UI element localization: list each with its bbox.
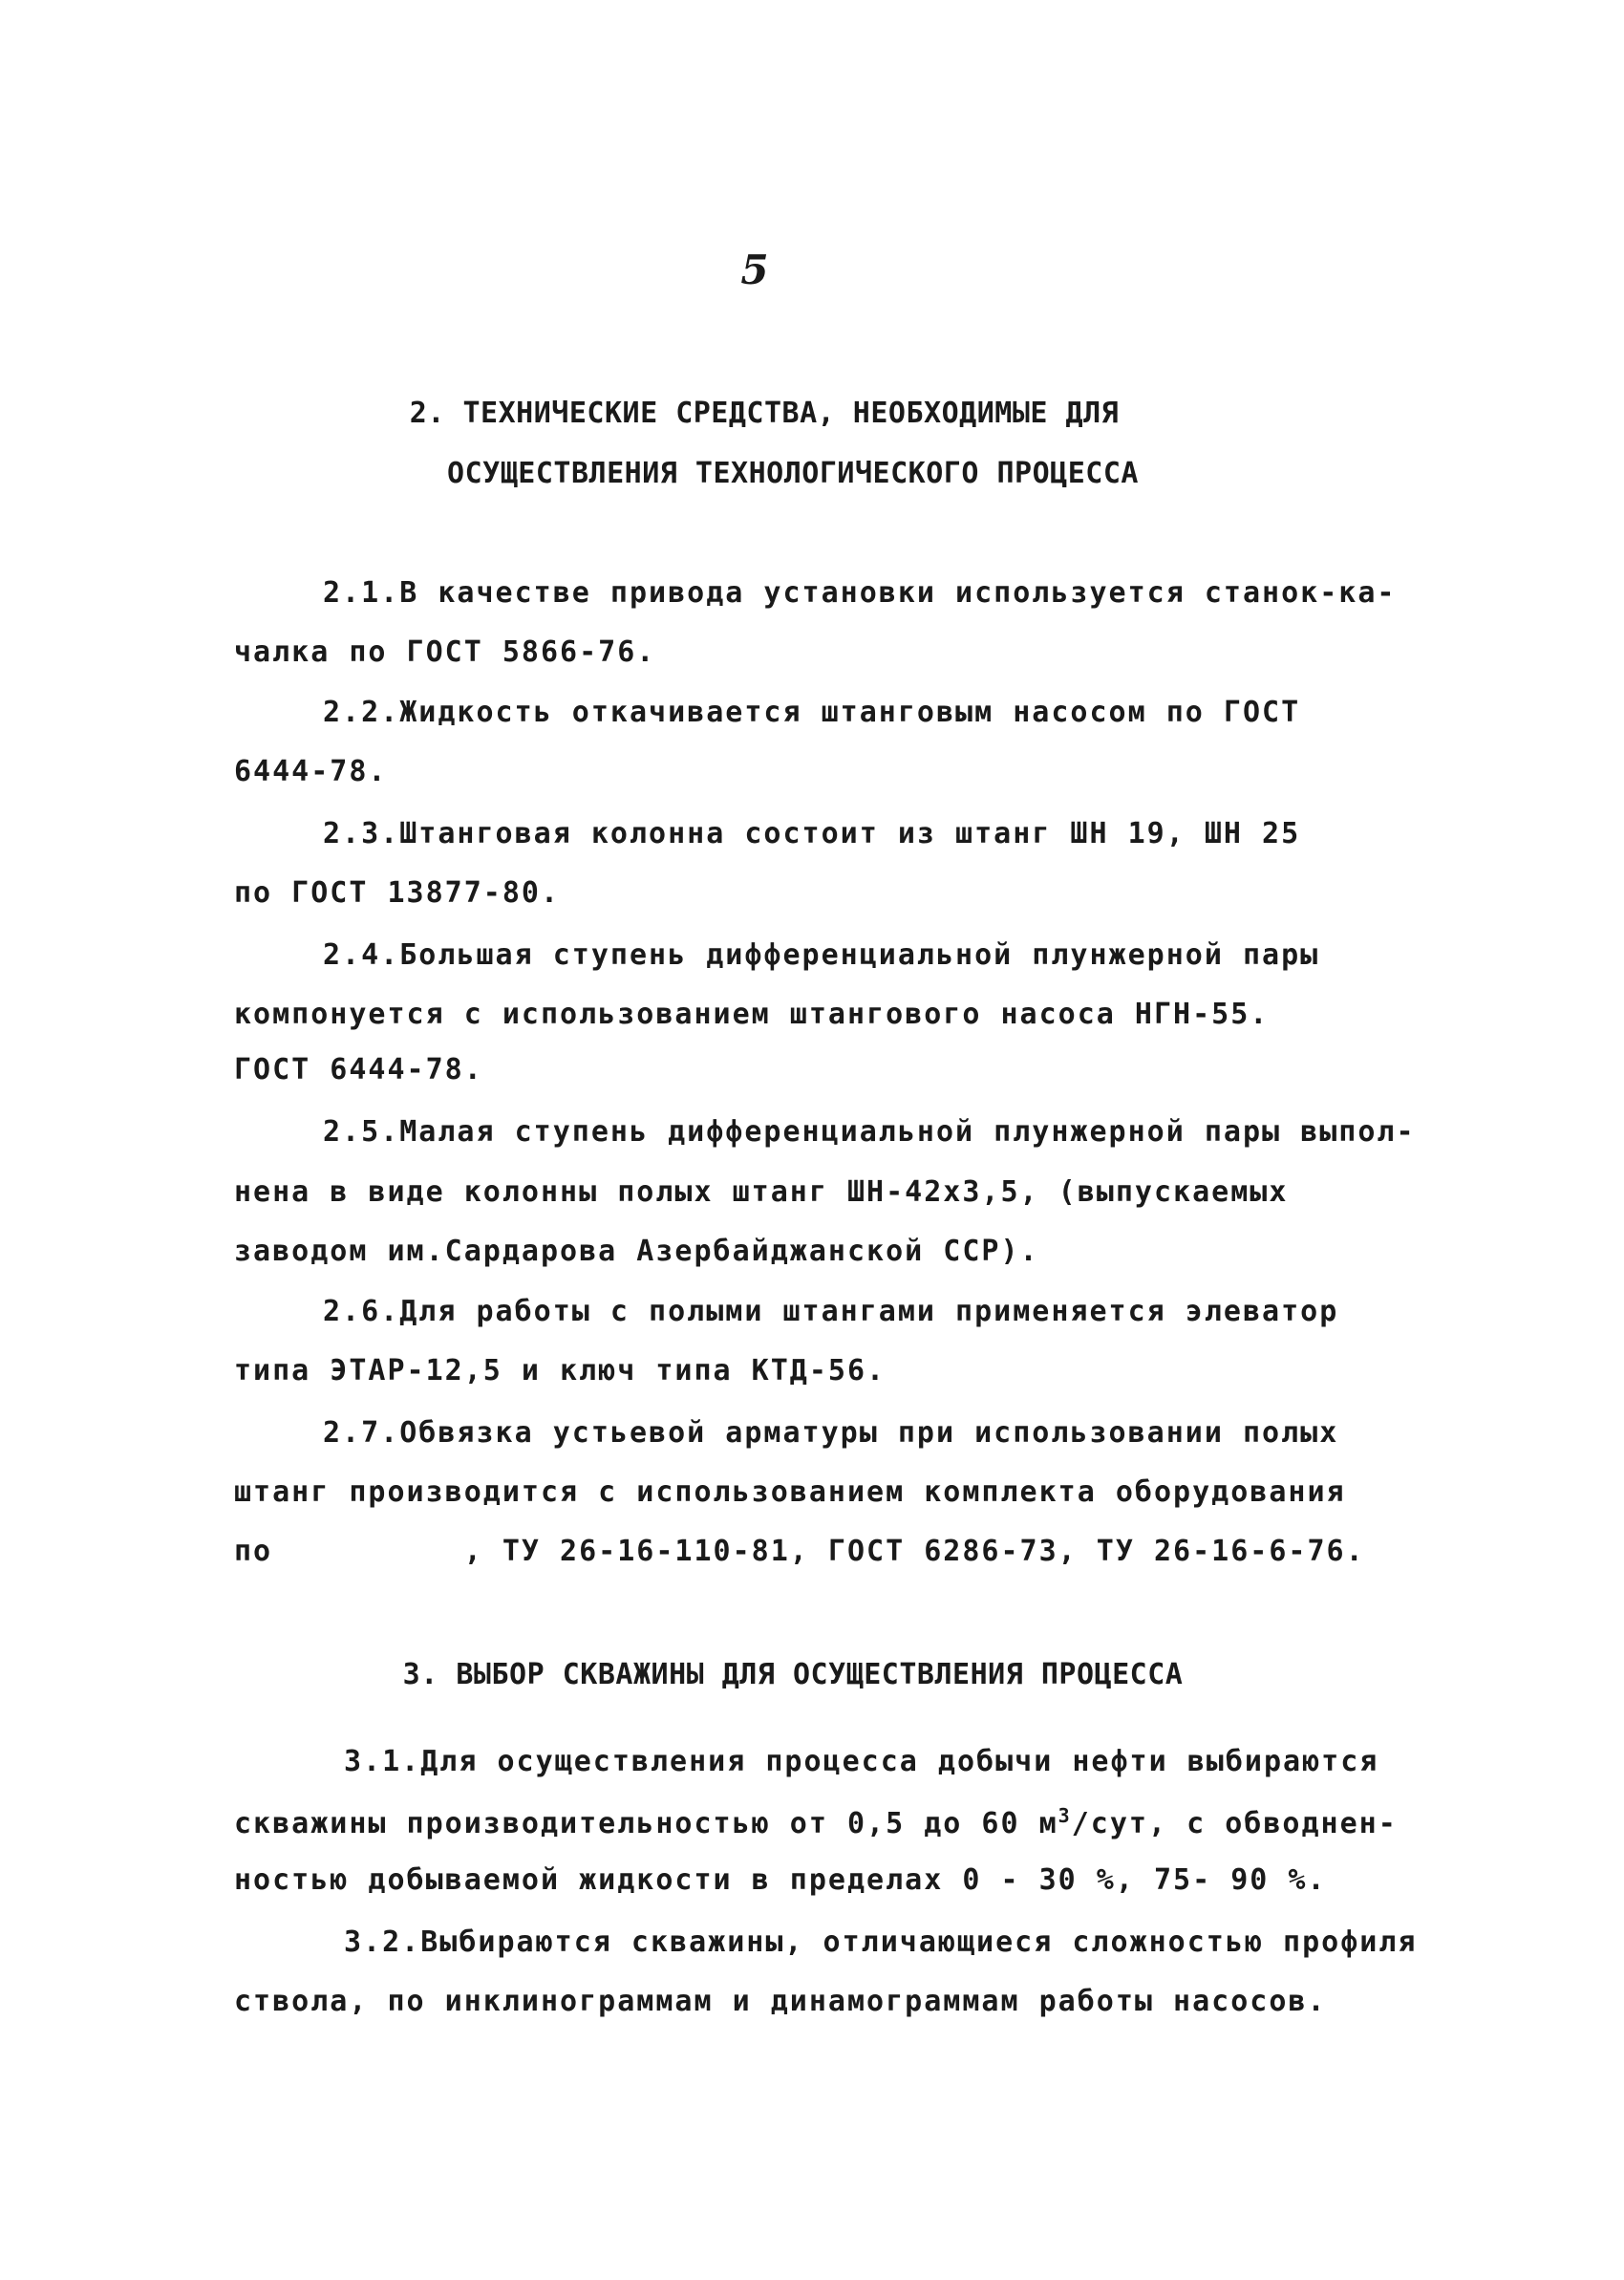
para-2-7-line-3: по , ТУ 26-16-110-81, ГОСТ 6286-73, ТУ 26-16-6-76. [234,1535,1365,1568]
section-2-title-line-1: 2. ТЕХНИЧЕСКИЕ СРЕДСТВА, НЕОБХОДИМЫЕ ДЛЯ [409,397,1120,430]
para-2-3-line-2: по ГОСТ 13877-80. [234,876,561,910]
para-2-3-line-1: 2.3.Штанговая колонна состоит из штанг ШН 19, ШН 25 [323,817,1301,850]
section-2-title-line-2: ОСУЩЕСТВЛЕНИЯ ТЕХНОЛОГИЧЕСКОГО ПРОЦЕССА [447,457,1139,490]
para-2-1-line-2: чалка по ГОСТ 5866-76. [234,635,656,669]
para-3-1-line-2-tail: /сут, с обводнен- [1071,1807,1398,1840]
section-3-title: 3. ВЫБОР СКВАЖИНЫ ДЛЯ ОСУЩЕСТВЛЕНИЯ ПРОЦЕССА [402,1658,1184,1691]
para-2-2-line-2: 6444-78. [234,755,388,788]
page-number: 5 [740,247,769,293]
para-2-2-line-1: 2.2.Жидкость откачивается штанговым насосом по ГОСТ [323,696,1301,729]
para-3-1-line-3: ностью добываемой жидкости в пределах 0 - 30 %, 75- 90 %. [234,1863,1327,1897]
para-3-2-line-2: ствола, по инклинограммам и динамограммам работы насосов. [234,1985,1327,2018]
para-2-4-line-2: компонуется с использованием штангового насоса НГН-55. [234,998,1270,1031]
para-3-1-line-2-text: скважины производительностью от 0,5 до 60 м [234,1807,1058,1840]
para-2-6-line-2: типа ЭТАР-12,5 и ключ типа КТД-56. [234,1354,887,1387]
para-2-4-line-1: 2.4.Большая ступень дифференциальной плунжерной пары [323,938,1320,972]
para-3-1-line-2 [234,1804,1398,1840]
para-2-5-line-3: заводом им.Сардарова Азербайджанской ССР). [234,1235,1039,1268]
para-2-6-line-1: 2.6.Для работы с полыми штангами применяется элеватор [323,1295,1339,1328]
para-2-1-line-1: 2.1.В качестве привода установки используется станок-ка- [323,576,1397,610]
para-2-4-line-3: ГОСТ 6444-78. [234,1053,483,1086]
para-2-7-line-2: штанг производится с использованием комплекта оборудования [234,1475,1346,1509]
superscript-3: 3 [1058,1804,1072,1827]
para-2-5-line-2: нена в виде колонны полых штанг ШН-42х3,5, (выпускаемых [234,1175,1289,1209]
para-3-1-line-1: 3.1.Для осуществления процесса добычи нефти выбираются [344,1745,1379,1778]
para-2-7-line-1: 2.7.Обвязка устьевой арматуры при использовании полых [323,1416,1339,1450]
para-3-2-line-1: 3.2.Выбираются скважины, отличающиеся сложностью профиля [344,1925,1418,1959]
para-2-5-line-1: 2.5.Малая ступень дифференциальной плунжерной пары выпол- [323,1115,1416,1149]
